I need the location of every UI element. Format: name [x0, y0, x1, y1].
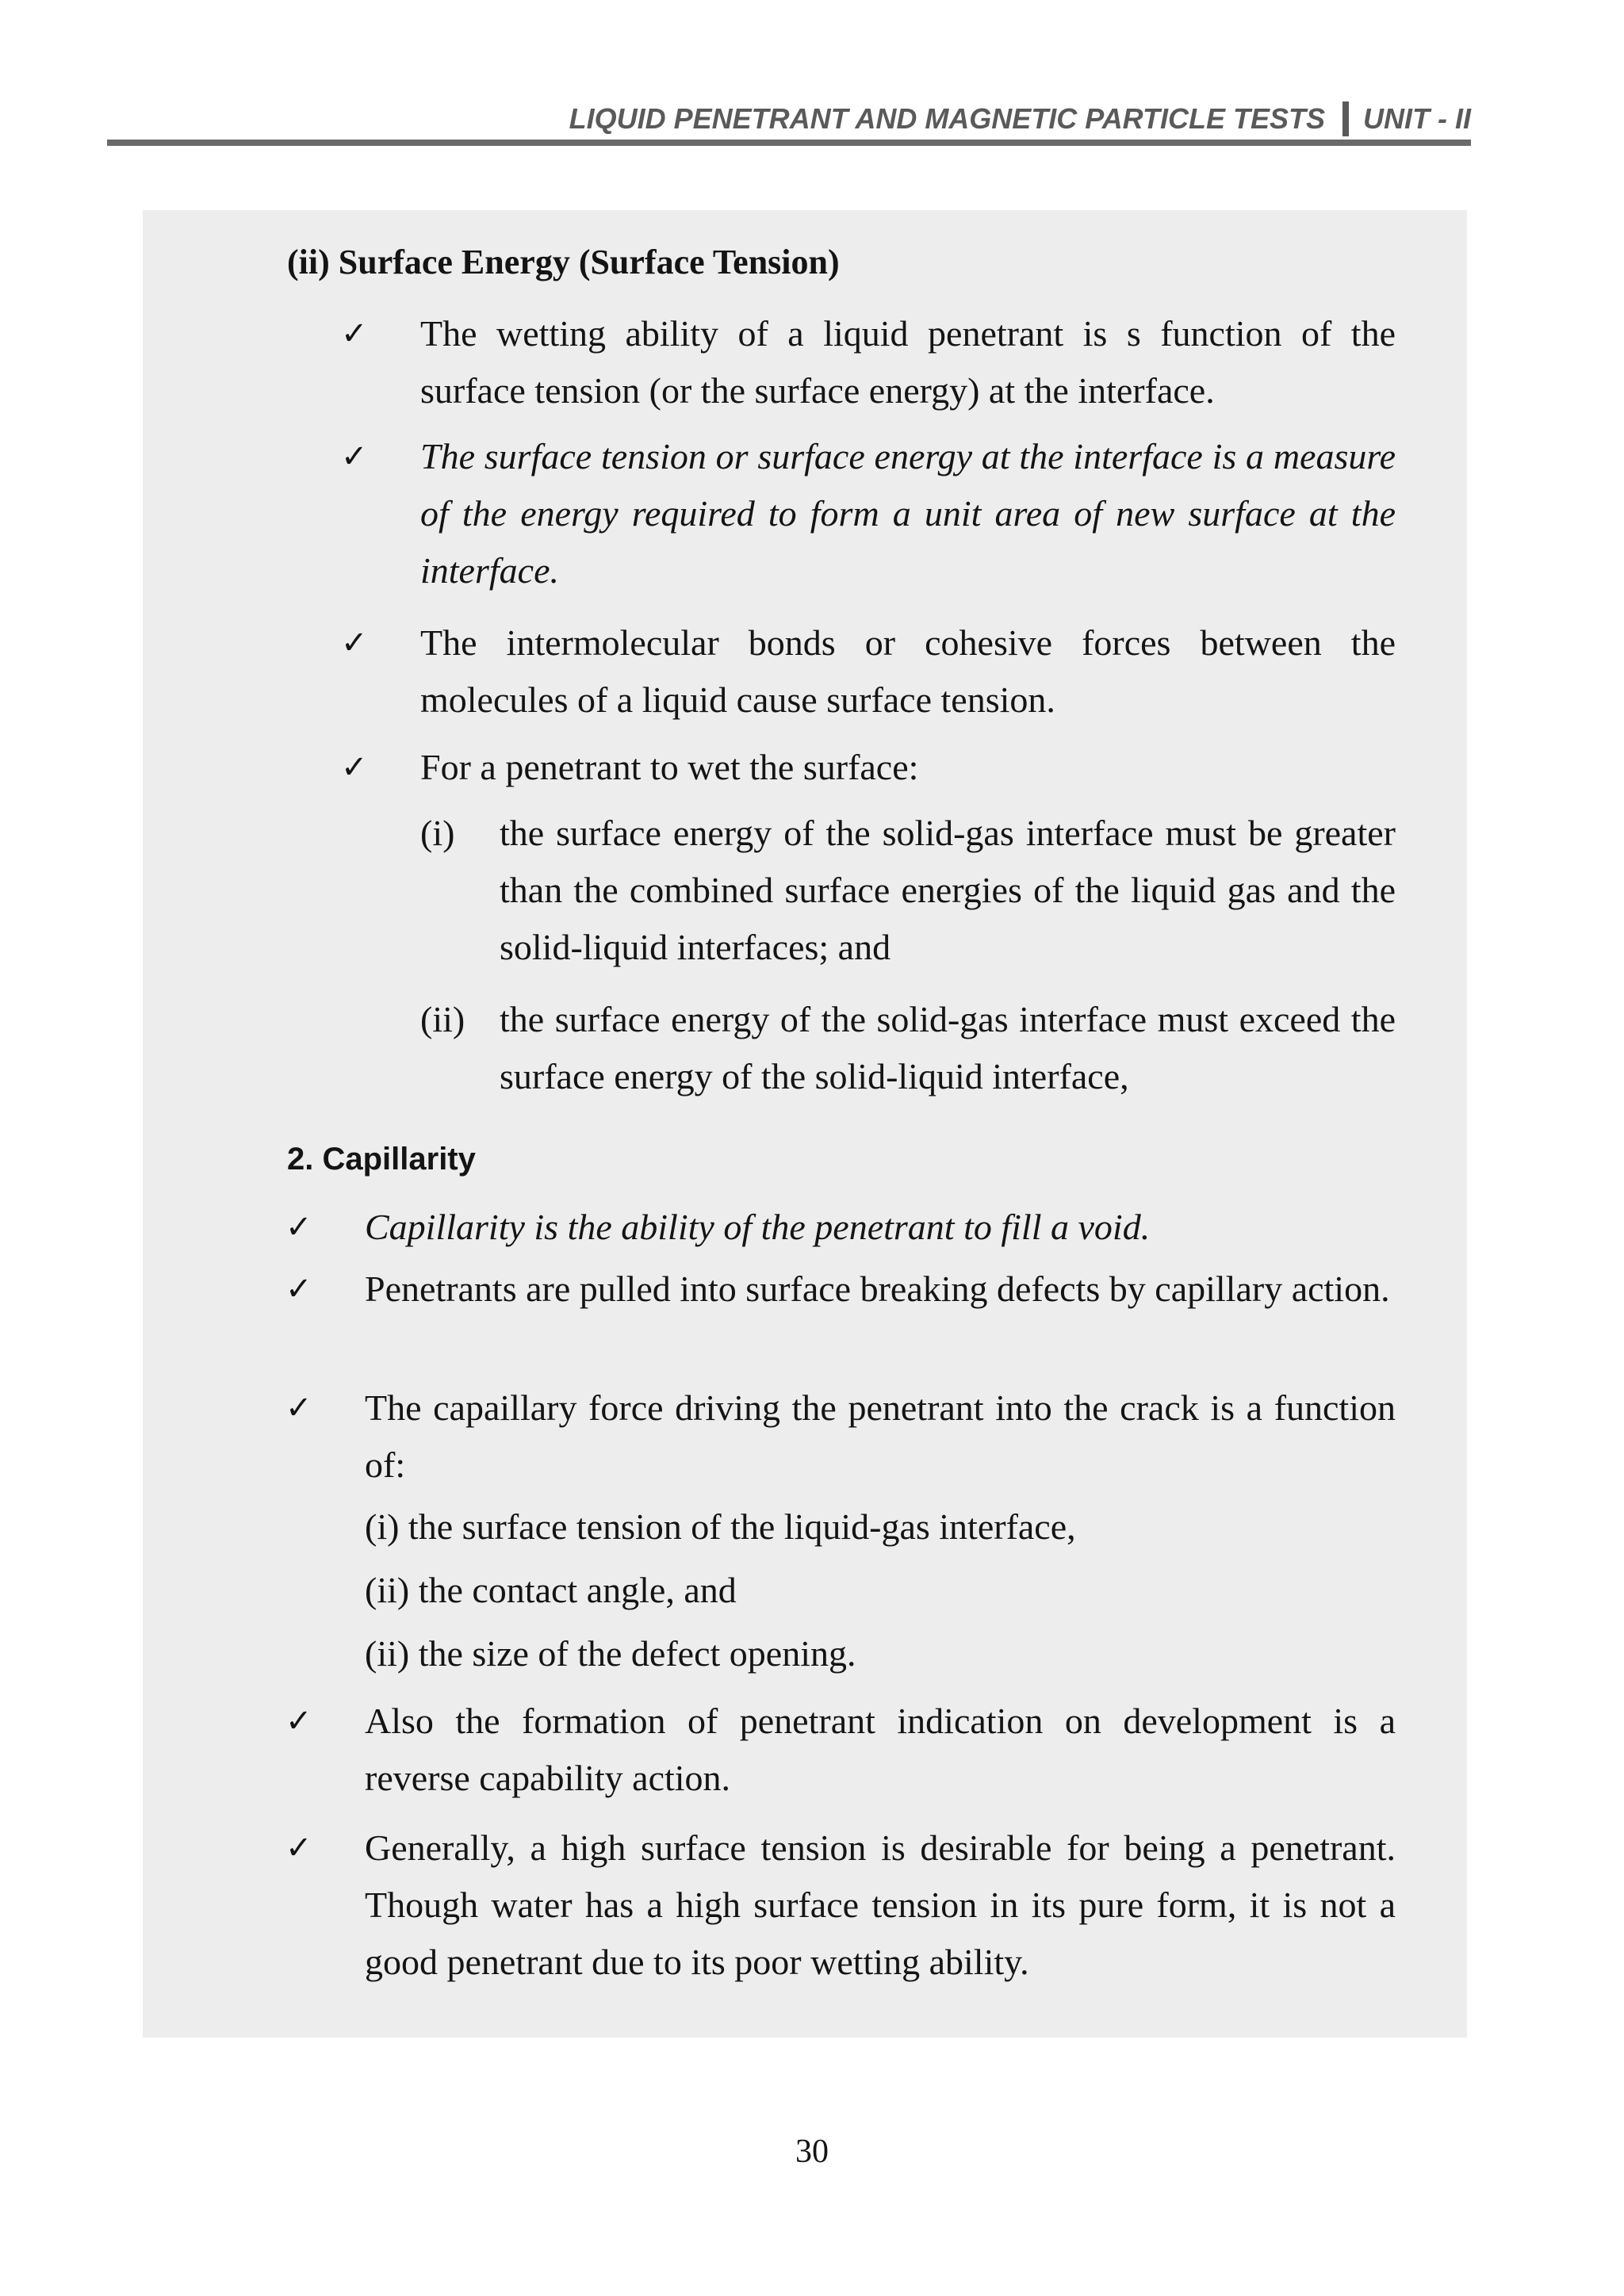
bullet-item: [285, 1820, 1396, 1991]
header-separator: [1342, 101, 1349, 136]
header-text: [569, 101, 1471, 136]
bullet-item: [285, 1199, 1396, 1256]
section-heading-capillarity: 2. Capillarity: [287, 1142, 476, 1177]
condition-item: [420, 805, 1396, 976]
condition-text: the surface energy of the solid-gas interface must be greater than the combined surface energies of the liquid gas and the solid-liquid interfaces; and: [500, 813, 1396, 967]
condition-text: the surface energy of the solid-gas interface must exceed the surface energy of the solid-liquid interface,: [500, 999, 1396, 1096]
check-icon: ✓: [285, 1209, 312, 1246]
page-header: [107, 94, 1471, 141]
bullet-item: [341, 739, 1396, 796]
check-icon: ✓: [285, 1271, 312, 1307]
header-rule: [107, 140, 1471, 146]
bullet-text: Also the formation of penetrant indication on development is a reverse capability action.: [365, 1701, 1396, 1798]
check-icon: ✓: [341, 625, 368, 661]
check-icon: ✓: [341, 749, 368, 786]
bullet-item: [285, 1380, 1396, 1494]
check-icon: ✓: [285, 1830, 312, 1866]
bullet-text: Penetrants are pulled into surface breaking defects by capillary action.: [365, 1269, 1390, 1309]
check-icon: ✓: [341, 438, 368, 475]
check-icon: ✓: [341, 316, 368, 352]
header-title: LIQUID PENETRANT AND MAGNETIC PARTICLE TESTS: [569, 102, 1326, 135]
bullet-text: The wetting ability of a liquid penetrant is s function of the surface tension (or the surface energy) at the interface.: [420, 313, 1396, 411]
bullet-item: [285, 1693, 1396, 1807]
check-icon: ✓: [285, 1703, 312, 1739]
bullet-text: Capillarity is the ability of the penetrant to fill a void.: [365, 1207, 1151, 1247]
factor-item: (i) the surface tension of the liquid-gas interface,: [365, 1506, 1076, 1547]
bullet-text: Generally, a high surface tension is desirable for being a penetrant. Though water has a high surface tension in its pure form, it is not a good penetrant due to its poor wetting ability.: [365, 1827, 1396, 1982]
check-icon: ✓: [285, 1390, 312, 1426]
page-number: 30: [795, 2133, 829, 2170]
header-unit: UNIT - II: [1363, 102, 1471, 135]
bullet-text: The surface tension or surface energy at the interface is a measure of the energy required to form a unit area of new surface at the interface.: [420, 436, 1396, 591]
bullet-text: The capaillary force driving the penetrant into the crack is a function of:: [365, 1387, 1396, 1485]
bullet-item: [341, 428, 1396, 599]
bullet-item: [341, 305, 1396, 419]
condition-item: [420, 991, 1396, 1105]
section-heading-surface-energy: (ii) Surface Energy (Surface Tension): [287, 243, 840, 281]
bullet-item: [285, 1261, 1396, 1318]
condition-number: (ii): [420, 999, 465, 1039]
factor-item: (ii) the size of the defect opening.: [365, 1633, 856, 1674]
bullet-item: [341, 614, 1396, 729]
bullet-text: For a penetrant to wet the surface:: [420, 747, 919, 787]
bullet-text: The intermolecular bonds or cohesive forces between the molecules of a liquid cause surface tension.: [420, 622, 1396, 720]
condition-number: (i): [420, 813, 455, 853]
factor-item: (ii) the contact angle, and: [365, 1570, 737, 1610]
